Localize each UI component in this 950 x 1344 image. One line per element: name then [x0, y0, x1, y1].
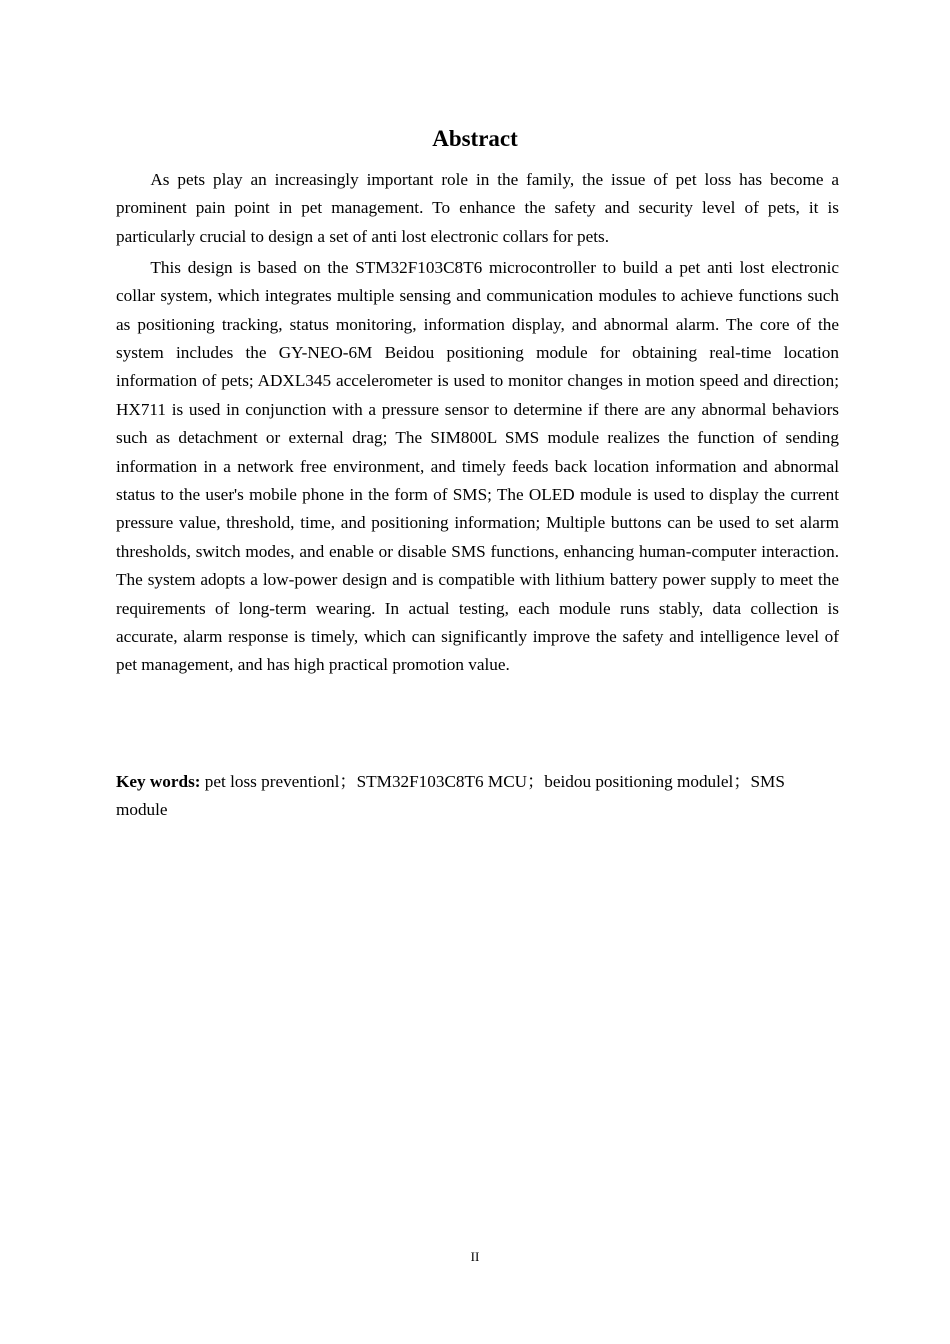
keywords-label: Key words:: [116, 772, 201, 791]
abstract-paragraph-2: This design is based on the STM32F103C8T6 microcontroller to build a pet anti lost electronic collar system, which integrates multiple sensing and communication modules to achieve functions such as positioning tracking, status monitoring, information display, and abnormal alarm. The core of the system includes the GY-NEO-6M Beidou positioning module for obtaining real-time location information of pets; ADXL345 accelerometer is used to monitor changes in motion speed and direction; HX711 is used in conjunction with a pressure sensor to determine if there are any abnormal behaviors such as detachment or external drag; The SIM800L SMS module realizes the function of sending information in a network free environment, and timely feeds back location information and abnormal status to the user's mobile phone in the form of SMS; The OLED module is used to display the current pressure value, threshold, time, and positioning information; Multiple buttons can be used to set alarm thresholds, switch modes, and enable or disable SMS functions, enhancing human-computer interaction. The system adopts a low-power design and is compatible with lithium battery power supply to meet the requirements of long-term wearing. In actual testing, each module runs stably, data collection is accurate, alarm response is timely, which can significantly improve the safety and intelligence level of pet management, and has high practical promotion value.: [116, 257, 839, 675]
keywords-line: [116, 768, 816, 825]
abstract-paragraph-1: As pets play an increasingly important role in the family, the issue of pet loss has become a prominent pain point in pet management. To enhance the safety and security level of pets, it is particularly crucial to design a set of anti lost electronic collars for pets.: [116, 170, 839, 246]
keywords-text: pet loss preventionl；STM32F103C8T6 MCU；beidou positioning modulel；SMS module: [116, 772, 785, 820]
abstract-heading: Abstract: [432, 126, 518, 151]
page-number: II: [470, 1249, 480, 1264]
abstract-body: [116, 166, 839, 680]
